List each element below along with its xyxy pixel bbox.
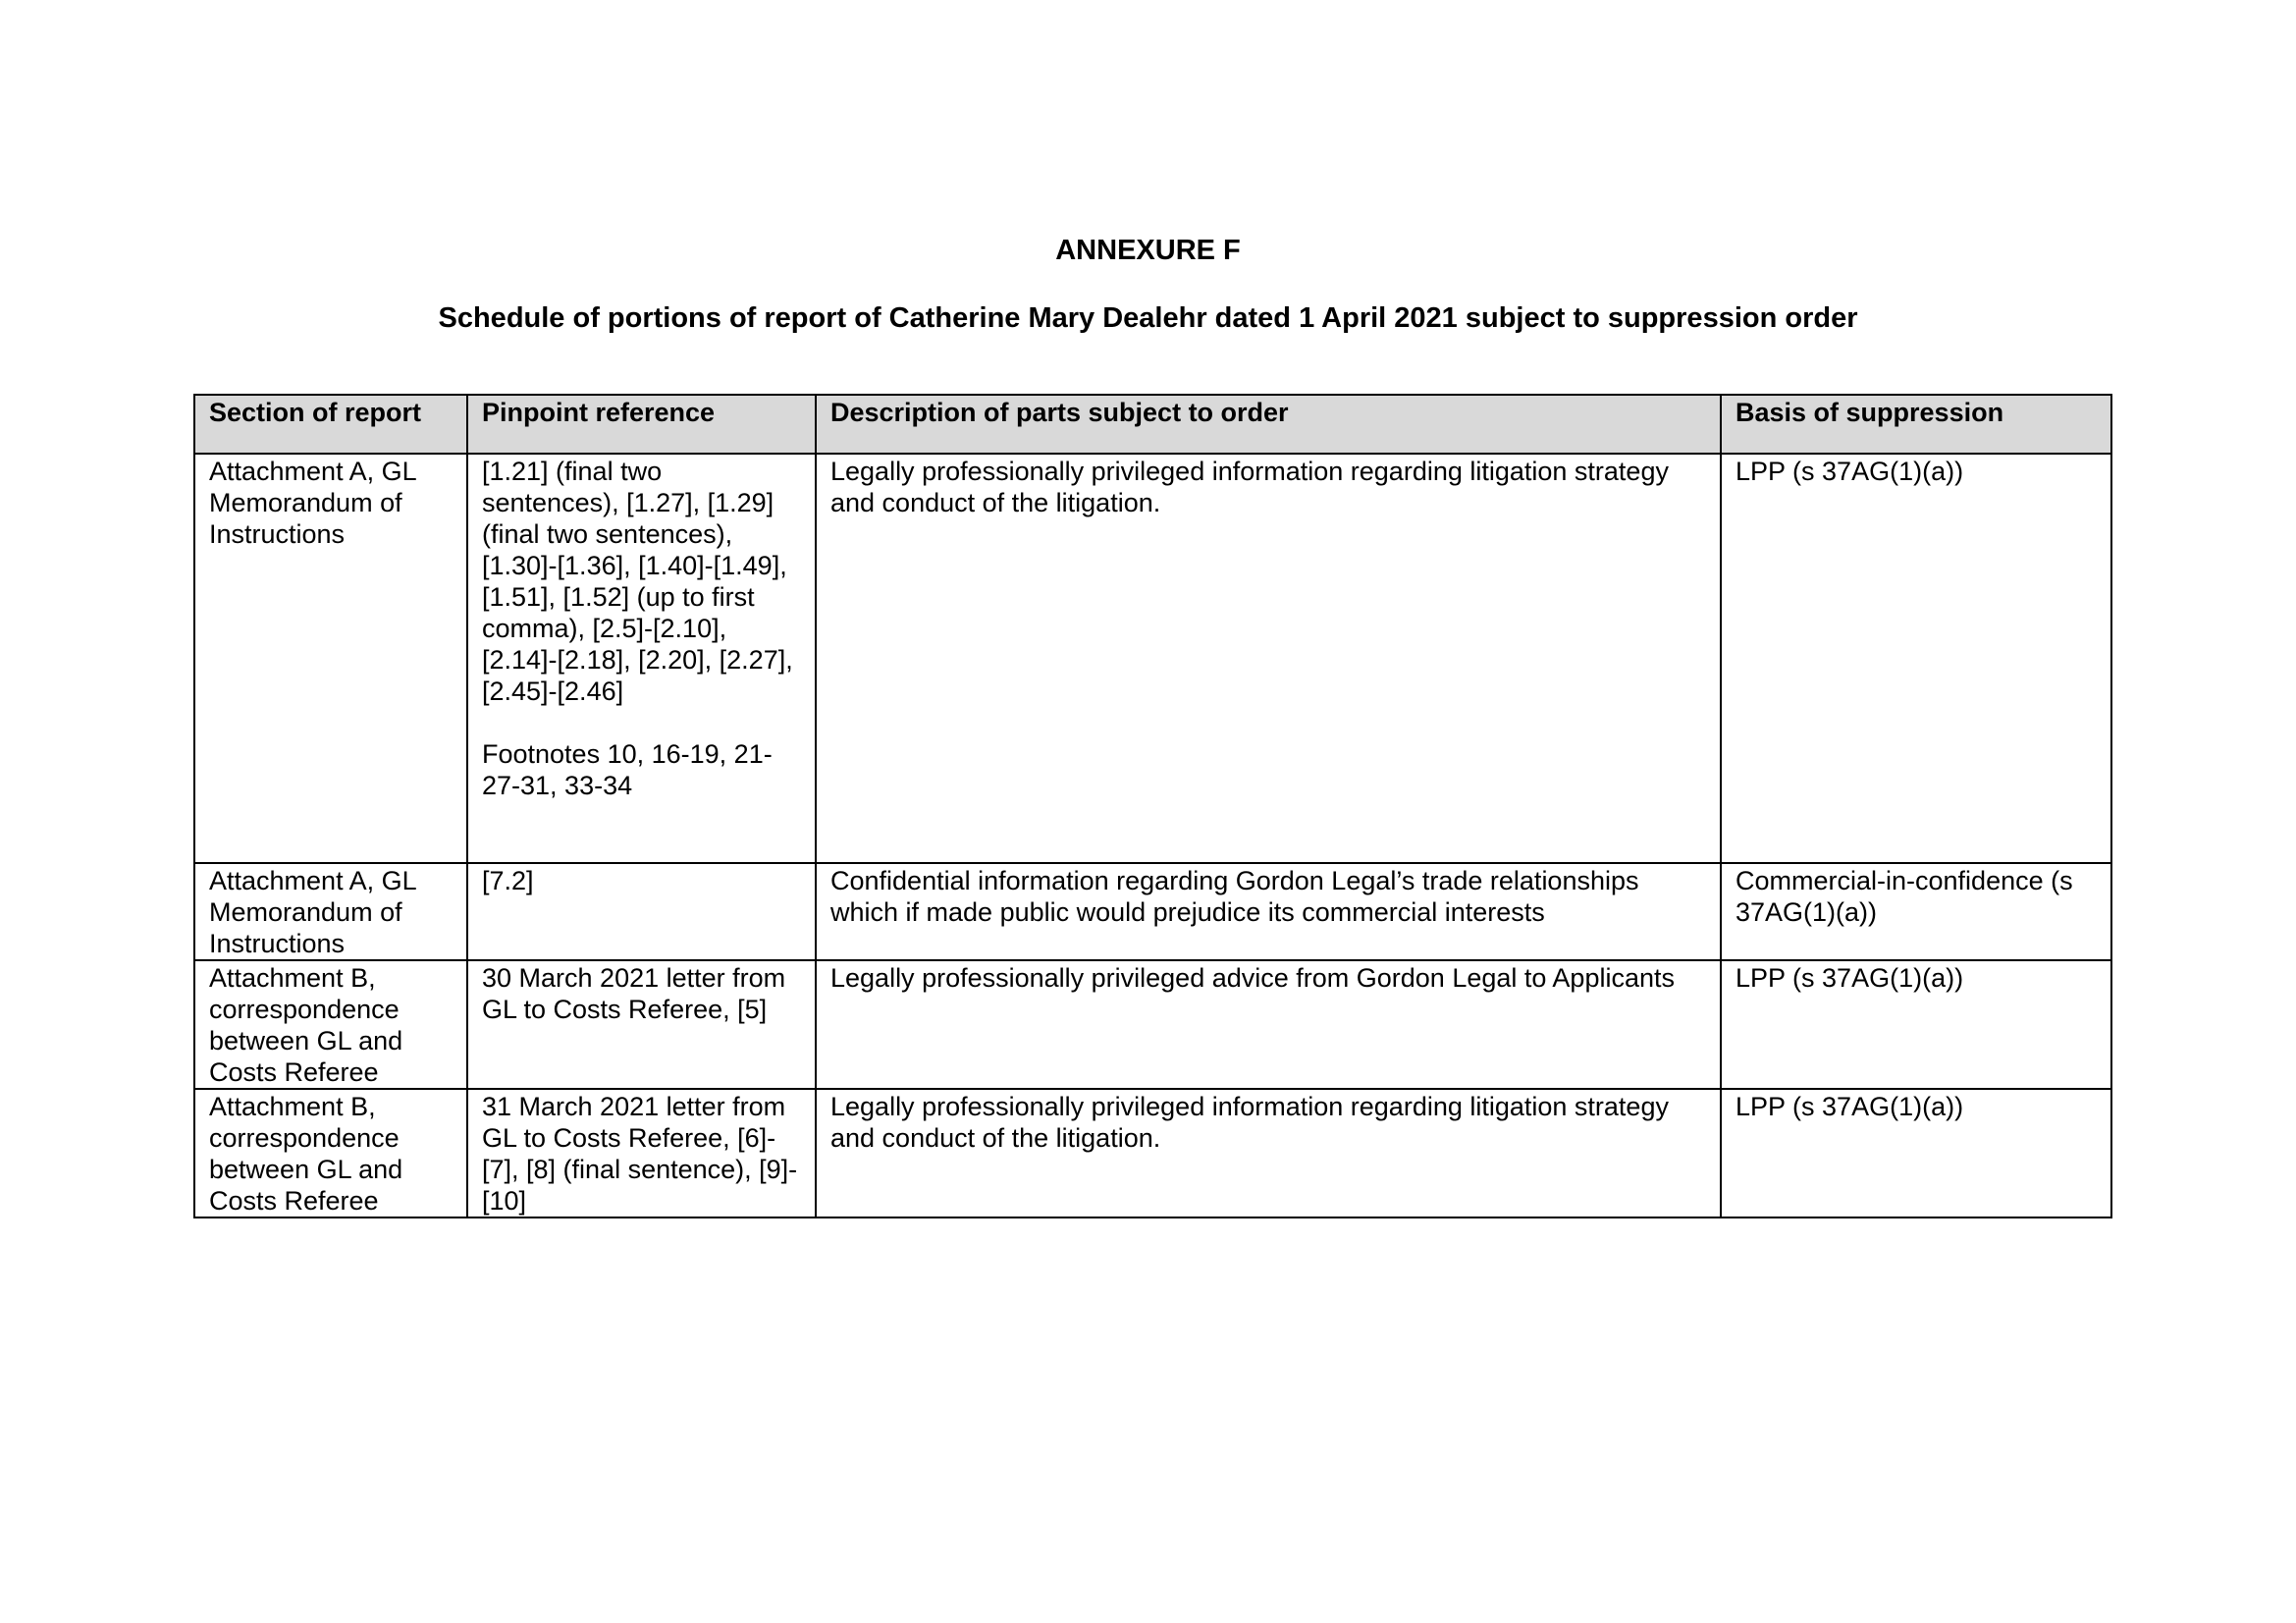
table-header-row [194, 395, 2111, 454]
header-pinpoint-reference: Pinpoint reference [467, 395, 816, 454]
table-row [194, 960, 2111, 1089]
cell-section: Attachment B, correspondence between GL and Costs Referee [194, 960, 467, 1089]
header-section-of-report: Section of report [194, 395, 467, 454]
cell-section: Attachment A, GL Memorandum of Instructions [194, 454, 467, 863]
cell-pinpoint [467, 454, 816, 863]
cell-pinpoint: 31 March 2021 letter from GL to Costs Referee, [6]-[7], [8] (final sentence), [9]-[10] [467, 1089, 816, 1217]
cell-basis: LPP (s 37AG(1)(a)) [1721, 960, 2111, 1089]
cell-description: Legally professionally privileged information regarding litigation strategy and conduct of the litigation. [816, 454, 1721, 863]
cell-pinpoint: 30 March 2021 letter from GL to Costs Referee, [5] [467, 960, 816, 1089]
cell-pinpoint: [7.2] [467, 863, 816, 960]
pinpoint-footnotes: Footnotes 10, 16-19, 21-27-31, 33-34 [482, 739, 773, 800]
schedule-title: Schedule of portions of report of Catherine Mary Dealehr dated 1 April 2021 subject to suppression order [438, 302, 1858, 334]
pinpoint-paragraphs: [1.21] (final two sentences), [1.27], [1.29] (final two sentences), [1.30]-[1.36], [1.40]-[1.49], [1.51], [1.52] (up to first comma), [2.5]-[2.10], [2.14]-[2.18], [2.20], [2.27], [2.45]-[2.46] [482, 457, 793, 706]
annexure-title: ANNEXURE F [1055, 235, 1241, 266]
cell-basis: LPP (s 37AG(1)(a)) [1721, 454, 2111, 863]
cell-description: Legally professionally privileged advice from Gordon Legal to Applicants [816, 960, 1721, 1089]
header-basis-of-suppression: Basis of suppression [1721, 395, 2111, 454]
cell-description: Confidential information regarding Gordon Legal’s trade relationships which if made public would prejudice its commercial interests [816, 863, 1721, 960]
cell-section: Attachment B, correspondence between GL and Costs Referee [194, 1089, 467, 1217]
suppression-schedule-table [193, 394, 2112, 1218]
table-row [194, 454, 2111, 863]
table-row [194, 863, 2111, 960]
paragraph-spacer [482, 707, 801, 738]
header-description: Description of parts subject to order [816, 395, 1721, 454]
cell-basis: LPP (s 37AG(1)(a)) [1721, 1089, 2111, 1217]
cell-description: Legally professionally privileged information regarding litigation strategy and conduct of the litigation. [816, 1089, 1721, 1217]
table-row [194, 1089, 2111, 1217]
cell-basis: Commercial-in-confidence (s 37AG(1)(a)) [1721, 863, 2111, 960]
cell-section: Attachment A, GL Memorandum of Instructions [194, 863, 467, 960]
